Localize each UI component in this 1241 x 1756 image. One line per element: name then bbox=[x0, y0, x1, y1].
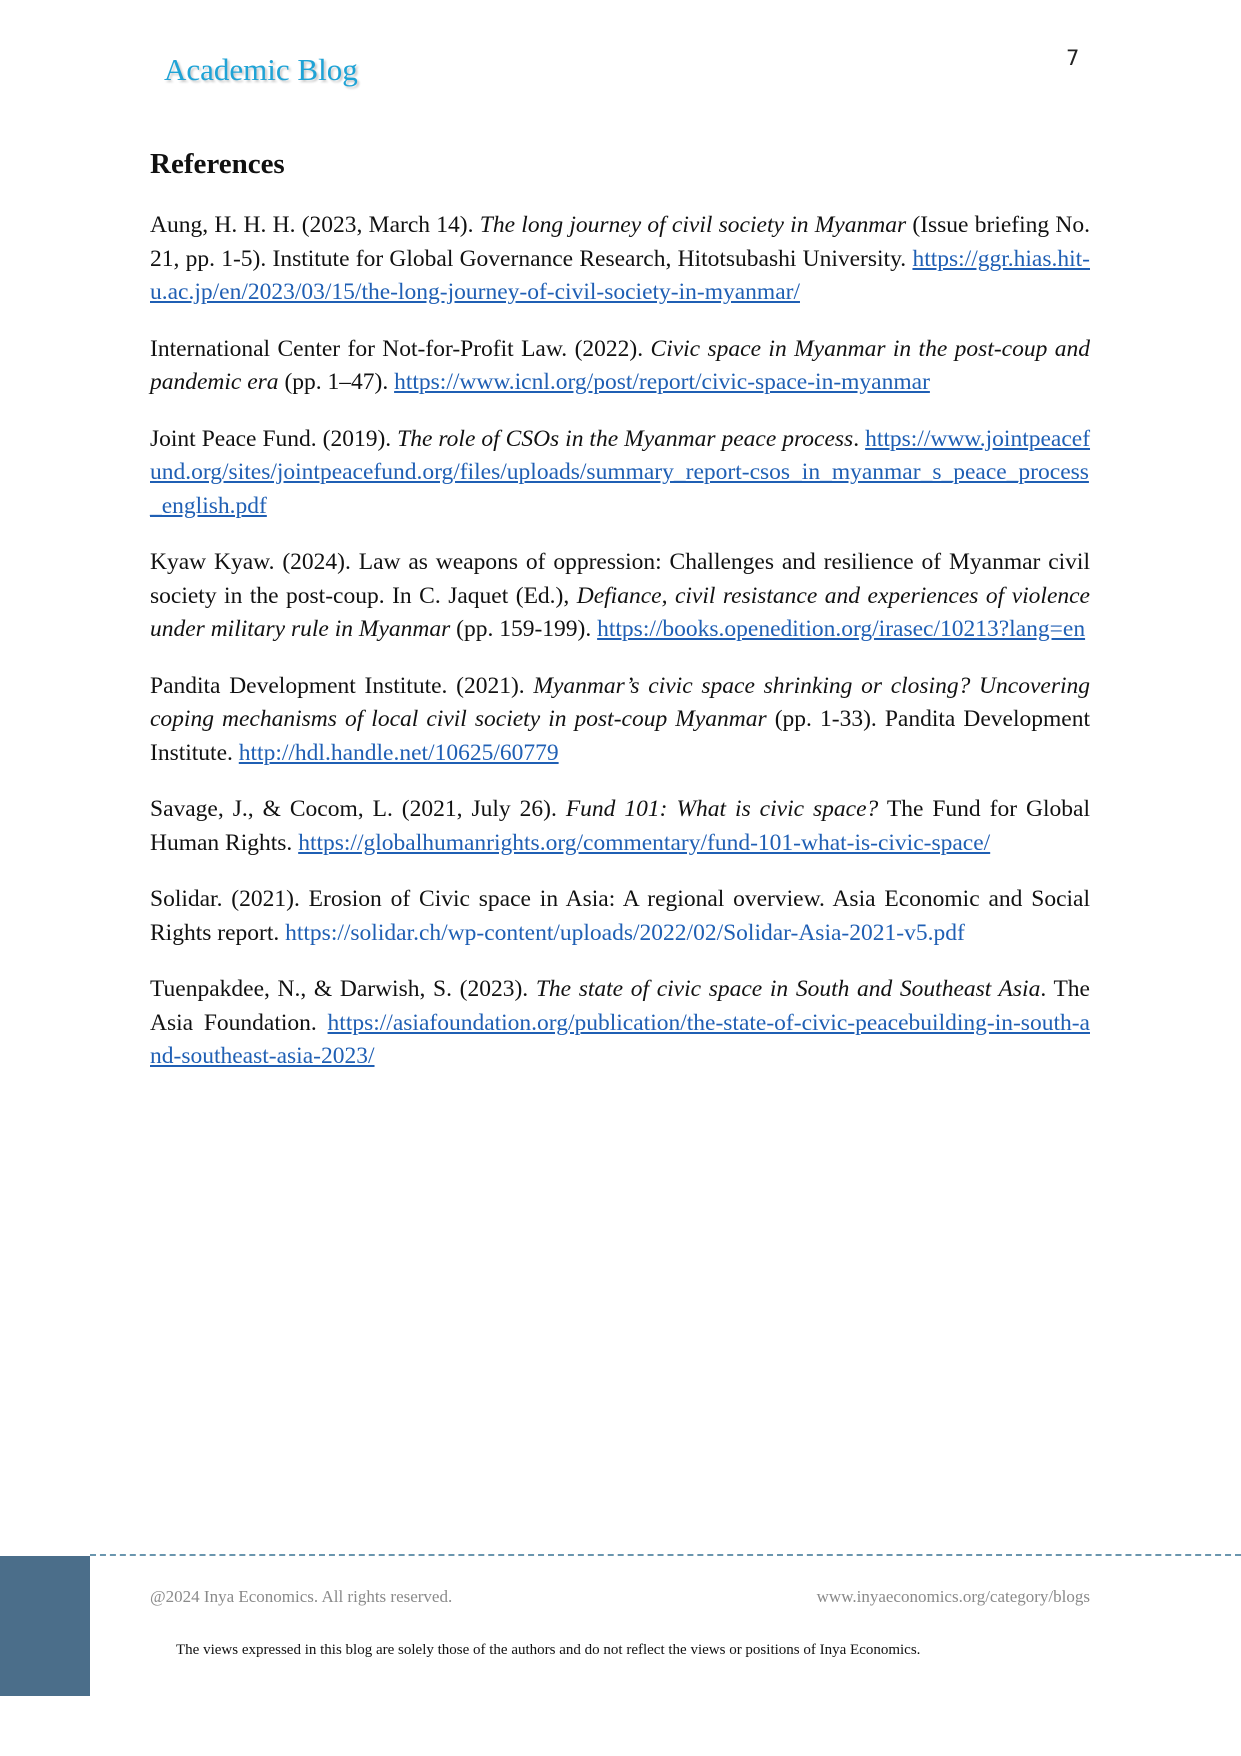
reference-item bbox=[150, 670, 1090, 771]
reference-text: (pp. 159-199). bbox=[450, 616, 598, 642]
reference-text: Tuenpakdee, N., & Darwish, S. (2023). bbox=[150, 976, 536, 1002]
reference-item bbox=[150, 793, 1090, 860]
reference-text: Joint Peace Fund. (2019). bbox=[150, 425, 398, 452]
reference-text: Kyaw Kyaw. (2024). Law as weapons of oppression: Challenges and resilience of Myanmar civil society in the post-coup. In C. Jaquet (Ed.), bbox=[150, 549, 1090, 609]
reference-link[interactable]: https://books.openedition.org/irasec/10213?lang=en bbox=[597, 616, 1086, 642]
page-number: 7 bbox=[1066, 46, 1080, 70]
reference-item bbox=[150, 333, 1090, 400]
reference-title: The state of civic space in South and Southeast Asia bbox=[535, 976, 1041, 1002]
reference-item bbox=[150, 209, 1090, 310]
reference-item bbox=[150, 883, 1090, 950]
reference-item bbox=[150, 546, 1090, 647]
reference-title: Civic space in Myanmar in the post-coup and pandemic era bbox=[150, 335, 1091, 395]
blog-brand-title: Academic Blog bbox=[164, 52, 358, 87]
reference-link[interactable]: http://hdl.handle.net/10625/60779 bbox=[238, 739, 559, 766]
reference-item bbox=[150, 423, 1090, 524]
reference-text: International Center for Not-for-Profit Law. (2022). bbox=[150, 335, 651, 362]
footer-accent-bar bbox=[0, 1556, 90, 1696]
section-title: References bbox=[150, 148, 285, 180]
reference-text: (Issue briefing No. 21, pp. 1-5). Institute for Global Governance Research, Hitotsubashi University. bbox=[150, 212, 1091, 272]
footer-website: www.inyaeconomics.org/category/blogs bbox=[816, 1587, 1090, 1606]
reference-text: . bbox=[853, 425, 866, 452]
reference-text: Solidar. (2021). Erosion of Civic space in Asia: A regional overview. Asia Economic and Social Rights report. bbox=[150, 886, 1090, 946]
reference-title: The long journey of civil society in Myanmar bbox=[479, 212, 907, 238]
reference-link[interactable]: https://ggr.hias.hit-u.ac.jp/en/2023/03/15/the-long-journey-of-civil-society-in-myanmar/ bbox=[150, 245, 1090, 305]
reference-link[interactable]: https://www.jointpeacefund.org/sites/jointpeacefund.org/files/uploads/summary_report-csos_in_myanmar_s_peace_process_english.pdf bbox=[150, 425, 1091, 519]
reference-link[interactable]: https://solidar.ch/wp-content/uploads/2022/02/Solidar-Asia-2021-v5.pdf bbox=[285, 919, 965, 946]
reference-text: . The Asia Foundation. bbox=[150, 976, 1090, 1036]
reference-text: (pp. 1–47). bbox=[278, 369, 395, 395]
reference-link[interactable]: https://asiafoundation.org/publication/the-state-of-civic-peacebuilding-in-south-and-southeast-asia-2023/ bbox=[150, 1009, 1090, 1069]
reference-link[interactable]: https://globalhumanrights.org/commentary/fund-101-what-is-civic-space/ bbox=[298, 829, 991, 856]
reference-text: Aung, H. H. H. (2023, March 14). bbox=[150, 212, 480, 238]
reference-link[interactable]: https://www.icnl.org/post/report/civic-space-in-myanmar bbox=[394, 369, 930, 395]
reference-text: (pp. 1-33). Pandita Development Institute. bbox=[150, 706, 1090, 766]
reference-title: Myanmar’s civic space shrinking or closing? Uncovering coping mechanisms of local civil society in post-coup Myanmar bbox=[150, 672, 1090, 732]
footer-divider bbox=[90, 1554, 1241, 1556]
references-section bbox=[150, 148, 1090, 1097]
reference-title: Fund 101: What is civic space? bbox=[565, 796, 879, 822]
reference-title: Defiance, civil resistance and experiences of violence under military rule in Myanmar bbox=[150, 582, 1090, 642]
reference-item bbox=[150, 973, 1090, 1074]
footer-copyright: @2024 Inya Economics. All rights reserved. bbox=[150, 1587, 453, 1606]
reference-title: The role of CSOs in the Myanmar peace process bbox=[397, 425, 854, 452]
reference-text: Savage, J., & Cocom, L. (2021, July 26). bbox=[150, 796, 566, 822]
footer-disclaimer: The views expressed in this blog are solely those of the authors and do not reflect the views or positions of Inya Economics. bbox=[176, 1642, 921, 1658]
reference-text: Pandita Development Institute. (2021). bbox=[150, 672, 534, 699]
reference-text: The Fund for Global Human Rights. bbox=[150, 796, 1090, 856]
